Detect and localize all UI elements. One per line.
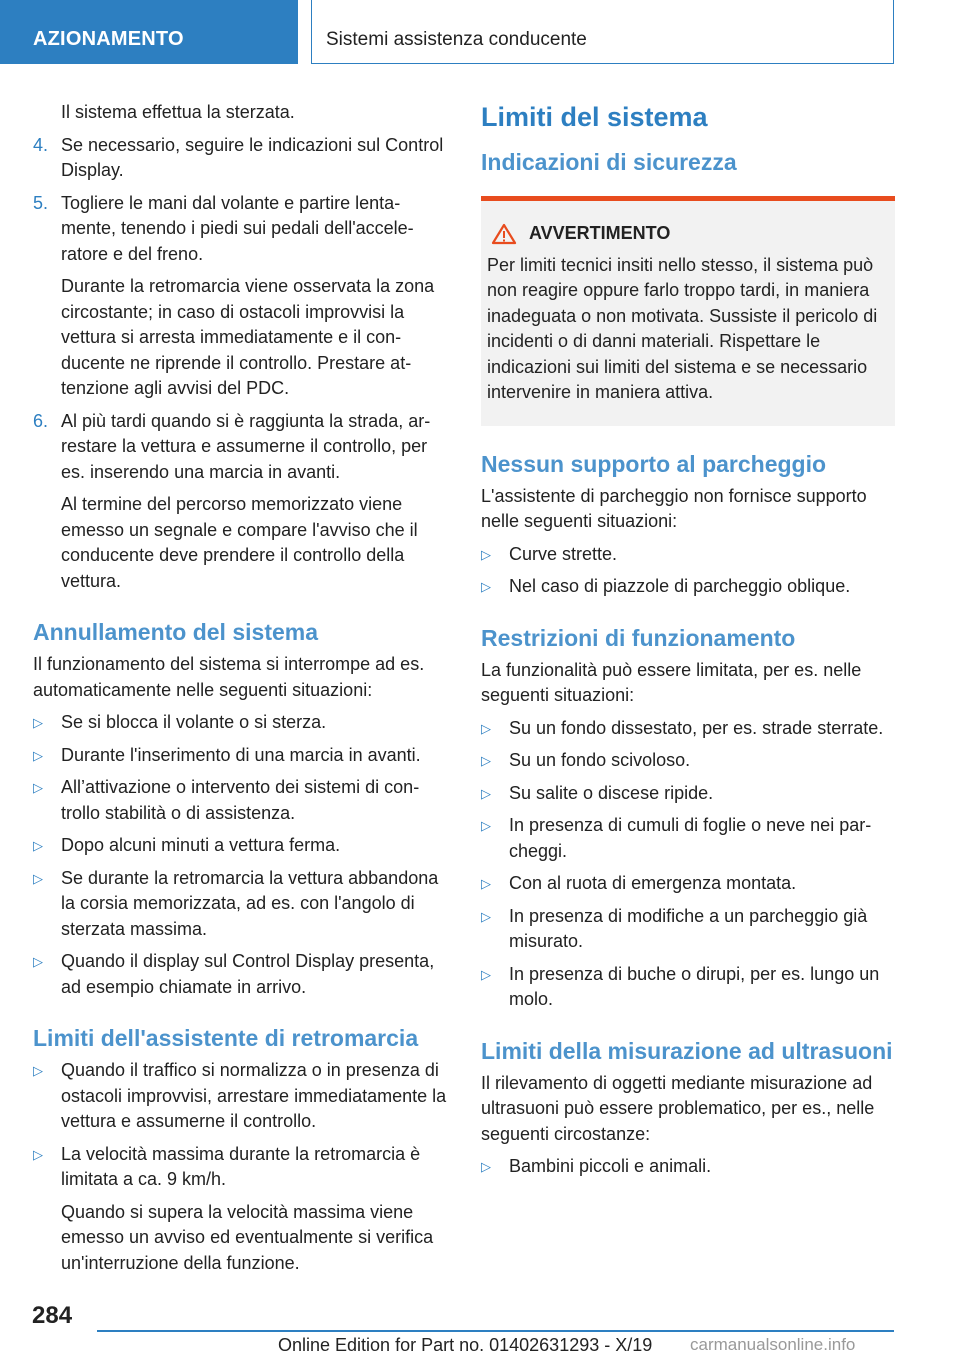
list-item <box>33 833 448 859</box>
list-item-text: In presenza di cumuli di foglie o neve nei parcheggi. <box>509 815 872 861</box>
triangle-bullet-icon: ▷ <box>481 818 491 833</box>
step-subtext: Al termine del percorso memorizzato viene emesso un segnale e compare l'avviso che il conducente deve prendere il controllo della vettura. <box>61 494 418 591</box>
list-item-text: Bambini piccoli e animali. <box>509 1156 712 1176</box>
limiti-retromarcia-heading: Limiti dell'assistente di retromarcia <box>33 1025 419 1051</box>
list-item <box>481 904 895 955</box>
list-item-text: Su un fondo dissestato, per es. strade sterrate. <box>509 717 884 738</box>
list-item-text: All’attivazione o intervento dei sistemi di controllo stabilità o di assistenza. <box>61 777 420 823</box>
step-5 <box>33 191 448 402</box>
triangle-bullet-icon: ▷ <box>481 876 491 891</box>
step-6 <box>33 409 448 595</box>
warning-label: AVVERTIMENTO <box>529 223 671 243</box>
list-item-text: In presenza di buche o dirupi, per es. lungo un molo. <box>509 963 880 1009</box>
step-number: 6. <box>33 410 49 431</box>
triangle-bullet-icon: ▷ <box>33 715 43 730</box>
list-item-text: Se si blocca il volante o si sterza. <box>61 712 327 732</box>
warning-box <box>481 196 895 426</box>
step-4 <box>33 133 448 184</box>
warning-triangle-icon <box>491 223 517 245</box>
intro-continue: Il sistema effettua la sterzata. <box>61 102 295 122</box>
list-item-text: Dopo alcuni minuti a vettura ferma. <box>61 835 341 855</box>
list-item-text: Nel caso di piazzole di parcheggio oblique. <box>509 576 851 596</box>
section-label: AZIONAMENTO <box>33 28 184 50</box>
list-item <box>481 1154 895 1180</box>
warning-text: Per limiti tecnici insiti nello stesso, il sistema può non reagire oppure farlo troppo tardi, in maniera inadeguata o non motivata. Sussiste il pericolo di incidenti o di danni materiali. Rispettare le indicazioni sui limiti del sistema e se necessario intervenire in maniera attiva. <box>487 254 878 402</box>
restrizioni-intro: La funzionalità può essere limitata, per es. nelle seguenti situazioni: <box>481 659 862 705</box>
chapter-label: Sistemi assistenza conducente <box>326 29 587 50</box>
triangle-bullet-icon: ▷ <box>33 954 43 969</box>
triangle-bullet-icon: ▷ <box>481 966 491 982</box>
triangle-bullet-icon: ▷ <box>481 720 491 736</box>
triangle-bullet-icon: ▷ <box>481 546 491 562</box>
misurazione-heading: Limiti della misurazione ad ultrasuoni <box>481 1037 893 1064</box>
list-item <box>33 775 448 826</box>
list-item <box>481 748 895 774</box>
list-item <box>33 949 448 1000</box>
page-number: 284 <box>32 1302 73 1329</box>
triangle-bullet-icon: ▷ <box>33 870 43 886</box>
list-item <box>481 781 895 807</box>
list-item <box>33 743 448 769</box>
left-column <box>33 100 448 1283</box>
list-item-text: Su un fondo scivoloso. <box>509 750 691 770</box>
triangle-bullet-icon: ▷ <box>481 908 491 924</box>
triangle-bullet-icon: ▷ <box>33 780 43 795</box>
chapter-header <box>311 0 894 64</box>
list-item-text: Con al ruota di emergenza montata. <box>509 873 797 893</box>
step-number: 4. <box>33 134 49 155</box>
step-text: Al più tardi quando si è raggiunta la strada, arrestare la vettura e assumerne il controllo, per es. inserendo una marcia in avanti. <box>61 410 431 482</box>
sicurezza-heading: Indicazioni di sicurezza <box>481 149 737 175</box>
triangle-bullet-icon: ▷ <box>481 579 491 594</box>
list-item <box>481 813 895 864</box>
step-subtext: Durante la retromarcia viene osservata la zona circostante; in caso di ostacoli improvvisi la vettura si arresta immediatamente e il conducente ne riprende il controllo. Prestare attenzione agli avvisi del PDC. <box>61 276 435 398</box>
list-item <box>481 542 895 568</box>
list-item <box>33 1142 448 1277</box>
list-item-subtext: Quando si supera la velocità massima viene emesso un avviso ed eventualmente si verifica un'interruzione della funzione. <box>61 1201 434 1273</box>
list-item <box>33 866 448 943</box>
list-item <box>481 871 895 897</box>
annullamento-intro: Il funzionamento del sistema si interrompe ad es. automaticamente nelle seguenti situazioni: <box>33 654 425 700</box>
list-item <box>481 574 895 600</box>
triangle-bullet-icon: ▷ <box>481 753 491 768</box>
limiti-sistema-heading: Limiti del sistema <box>481 102 708 132</box>
nessun-supporto-heading: Nessun supporto al parcheggio <box>481 450 827 477</box>
list-item <box>481 962 895 1013</box>
footer-divider <box>97 1330 894 1332</box>
list-item-text: Durante l'inserimento di una marcia in avanti. <box>61 744 421 765</box>
nessun-supporto-intro: L'assistente di parcheggio non fornisce supporto nelle seguenti situazioni: <box>481 485 867 531</box>
triangle-bullet-icon: ▷ <box>481 1159 491 1174</box>
annullamento-heading: Annullamento del sistema <box>33 619 319 645</box>
step-number: 5. <box>33 192 49 213</box>
warning-title <box>487 221 889 247</box>
list-item <box>481 716 895 742</box>
list-item-text: Quando il traffico si normalizza o in presenza di ostacoli improvvisi, arrestare immediatamente la vettura e assumerne il controllo. <box>61 1060 447 1131</box>
list-item-text: Quando il display sul Control Display presenta, ad esempio chiamate in arrivo. <box>61 951 435 997</box>
list-item-text: Curve strette. <box>509 543 618 564</box>
list-item <box>33 710 448 736</box>
triangle-bullet-icon: ▷ <box>33 1146 43 1162</box>
triangle-bullet-icon: ▷ <box>481 785 491 801</box>
misurazione-intro: Il rilevamento di oggetti mediante misurazione ad ultrasuoni può essere problematico, per es., nelle seguenti circostanze: <box>481 1072 875 1144</box>
right-column <box>481 100 895 1187</box>
list-item-text: In presenza di modifiche a un parcheggio già misurato. <box>509 905 868 951</box>
edition-text: Online Edition for Part no. 01402631293 - X/19 <box>278 1335 653 1355</box>
watermark: carmanualsonline.info <box>690 1335 856 1354</box>
step-text: Togliere le mani dal volante e partire lentamente, tenendo i piedi sui pedali dell'acceleratore e del freno. <box>61 192 414 264</box>
triangle-bullet-icon: ▷ <box>33 838 43 853</box>
section-tab <box>0 0 298 64</box>
triangle-bullet-icon: ▷ <box>33 747 43 763</box>
restrizioni-heading: Restrizioni di funzionamento <box>481 624 796 651</box>
list-item-text: Se durante la retromarcia la vettura abbandona la corsia memorizzata, ad es. con l'angolo di sterzata massima. <box>61 867 439 939</box>
list-item <box>33 1058 448 1135</box>
step-text: Se necessario, seguire le indicazioni sul Control Display. <box>61 134 444 180</box>
list-item-text: La velocità massima durante la retromarcia è limitata a ca. 9 km/h. <box>61 1143 421 1189</box>
list-item-text: Su salite o discese ripide. <box>509 782 714 803</box>
triangle-bullet-icon: ▷ <box>33 1063 43 1078</box>
